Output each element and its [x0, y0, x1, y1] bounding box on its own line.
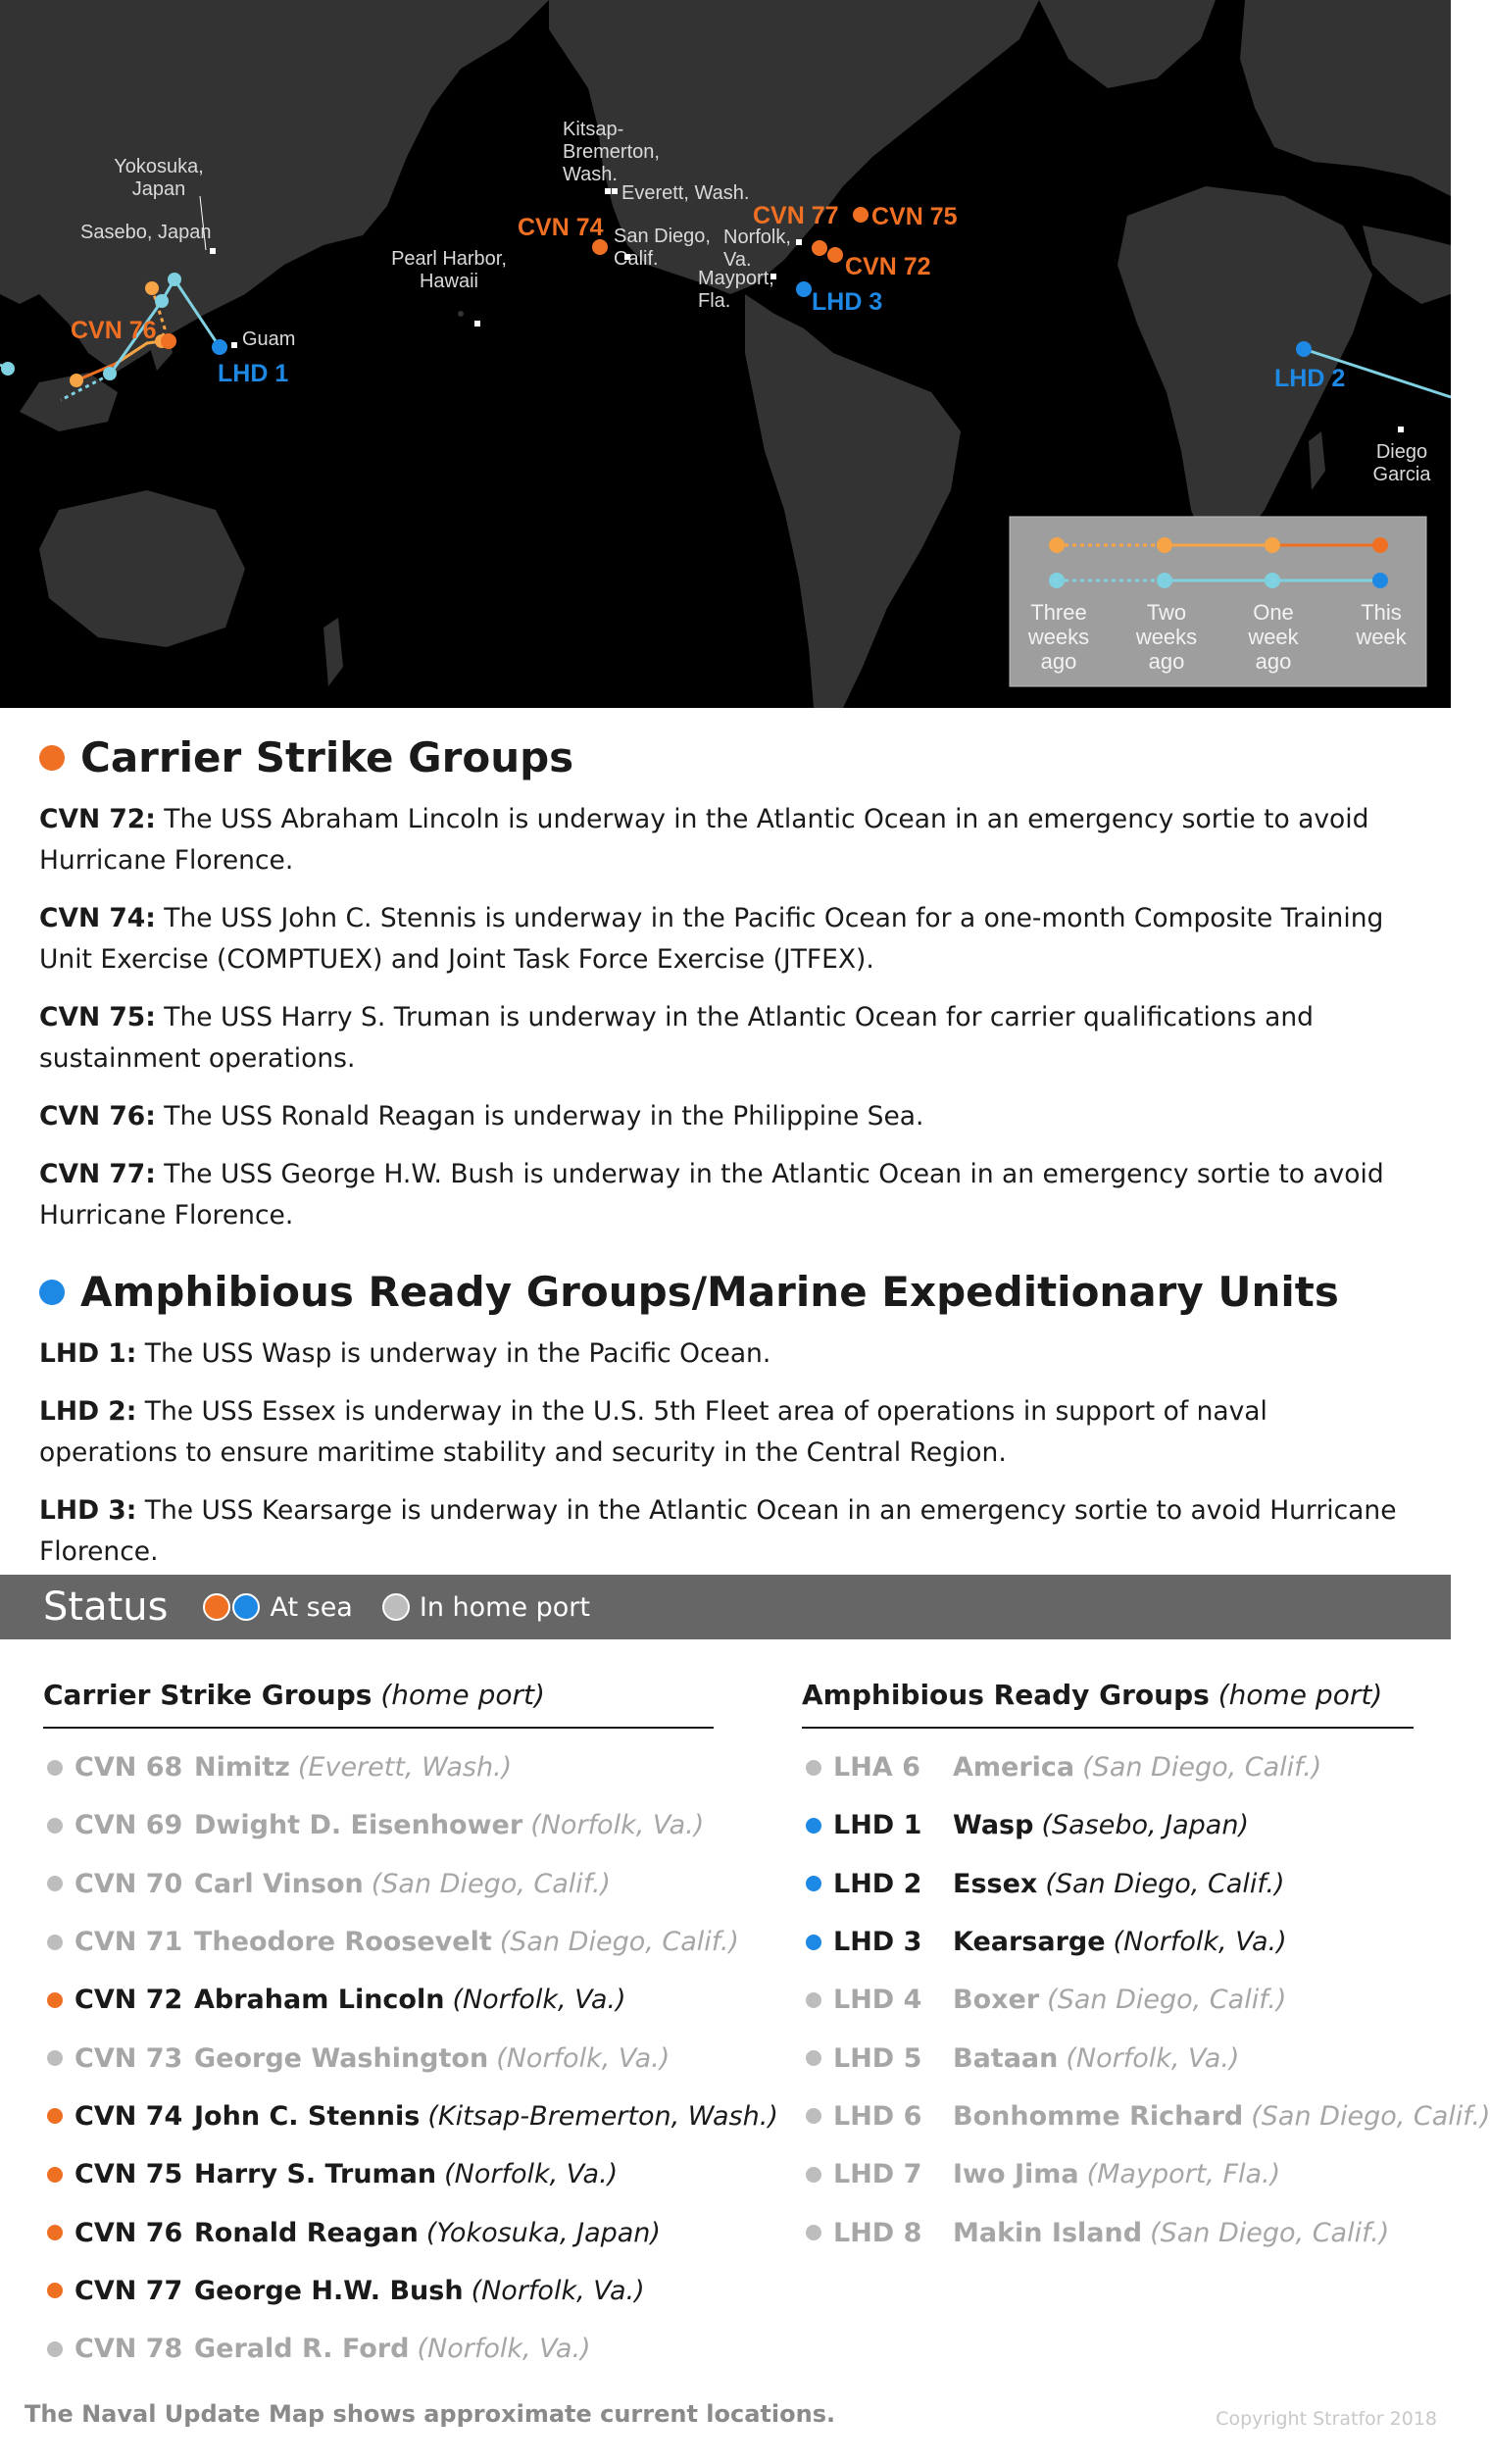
- ship-name: Ronald Reagan: [194, 2217, 419, 2248]
- carrier-entry-text: The USS John C. Stennis is underway in the Pacific Ocean for a one-month Composite Training Unit Exercise (COMPTUEX) and Joint Task Force Exercise (JTFEX).: [39, 903, 1384, 975]
- amphib-status-header: [802, 1679, 1414, 1729]
- carrier-entry: [39, 997, 1412, 1080]
- home-port: (San Diego, Calif.): [371, 1868, 611, 1899]
- ship-name: Theodore Roosevelt: [194, 1927, 492, 1958]
- home-port-dot-icon: [806, 2167, 821, 2183]
- amphib-status-subtitle: (home port): [1217, 1679, 1383, 1711]
- home-port: (San Diego, Calif.): [1047, 1985, 1287, 2016]
- ship-name: Kearsarge: [953, 1927, 1106, 1958]
- home-port-dot-icon: [806, 1760, 821, 1776]
- status-row: [43, 1971, 714, 2029]
- home-port: (Mayport, Fla.): [1086, 2159, 1281, 2190]
- hull-number: LHD 7: [833, 2159, 922, 2190]
- hull-number: LHD 3: [833, 1927, 922, 1958]
- at-sea-dot-icon: [47, 2108, 63, 2124]
- cvn76-label: CVN 76: [71, 317, 157, 344]
- amphib-entry: [39, 1333, 1412, 1375]
- home-port-dot-icon: [806, 2225, 821, 2240]
- carrier-heading-text: Carrier Strike Groups: [80, 733, 574, 781]
- home-port-label: In home port: [419, 1591, 590, 1623]
- everett-label: Everett, Wash.: [621, 182, 750, 204]
- home-port-dot-icon: [806, 1992, 821, 2008]
- at-sea-carrier-dot-icon: [203, 1593, 230, 1621]
- status-row: [43, 2203, 714, 2261]
- ship-name: Makin Island: [953, 2217, 1143, 2248]
- home-port: (Norfolk, Va.): [417, 2334, 591, 2365]
- status-row: [802, 2203, 1414, 2261]
- amphib-dot-icon: [39, 1280, 65, 1305]
- diego-label: Diego Garcia: [1372, 441, 1431, 485]
- amphib-status-list: [802, 1738, 1490, 2262]
- home-port: (Sasebo, Japan): [1041, 1810, 1249, 1841]
- status-row: [43, 2262, 714, 2320]
- cvn72-label: CVN 72: [845, 253, 931, 280]
- amphib-entry-code: LHD 1:: [39, 1338, 137, 1369]
- legend-step-3: This week: [1356, 600, 1407, 649]
- status-row: [43, 1913, 739, 1971]
- home-port: (San Diego, Calif.): [499, 1927, 739, 1958]
- carrier-status-title: Carrier Strike Groups: [43, 1679, 372, 1711]
- home-port: (Norfolk, Va.): [471, 2275, 645, 2306]
- home-port: (San Diego, Calif.): [1251, 2100, 1490, 2132]
- ship-name: Iwo Jima: [953, 2159, 1079, 2190]
- home-port-dot-icon: [47, 2050, 63, 2066]
- cvn75-marker: [853, 207, 869, 223]
- status-row: [43, 2029, 714, 2087]
- home-port: (Norfolk, Va.): [1113, 1927, 1287, 1958]
- legend-step-0: Three weeks ago: [1027, 600, 1090, 674]
- home-port-dot-icon: [806, 2050, 821, 2066]
- at-sea-dot-icon: [806, 1935, 821, 1950]
- guam-label: Guam: [242, 328, 296, 350]
- footer-note: The Naval Update Map shows approximate current locations.: [25, 2400, 836, 2428]
- cvn75-label: CVN 75: [871, 203, 958, 230]
- copyright: Copyright Stratfor 2018: [1216, 2408, 1437, 2430]
- home-port: (Norfolk, Va.): [452, 1985, 626, 2016]
- legend-step-1: Two weeks ago: [1135, 600, 1198, 674]
- at-sea-dot-icon: [47, 1992, 63, 2008]
- status-row: [802, 2029, 1414, 2087]
- ship-name: Wasp: [953, 1810, 1034, 1841]
- hull-number: CVN 69: [74, 1810, 183, 1841]
- home-port: (Norfolk, Va.): [1066, 2042, 1240, 2074]
- status-row: [802, 1971, 1414, 2029]
- ship-name: Essex: [953, 1868, 1038, 1899]
- status-row: [802, 2145, 1414, 2203]
- hull-number: CVN 74: [74, 2100, 183, 2132]
- cvn74-label: CVN 74: [518, 214, 604, 241]
- carrier-status-header: [43, 1679, 714, 1729]
- amphib-heading-text: Amphibious Ready Groups/Marine Expeditionary Units: [80, 1268, 1339, 1316]
- status-row: [43, 2087, 778, 2145]
- carrier-entry-code: CVN 77:: [39, 1159, 156, 1189]
- cvn77-marker: [812, 240, 827, 256]
- at-sea-dot-icon: [47, 2283, 63, 2298]
- map-canvas: [0, 0, 1451, 708]
- amphib-entry-text: The USS Essex is underway in the U.S. 5th Fleet area of operations in support of naval operations to ensure maritime stability and security in the Central Region.: [39, 1396, 1267, 1468]
- status-row: [43, 1796, 714, 1854]
- hawaii-island: [458, 311, 464, 317]
- norfolk-marker: [796, 239, 802, 245]
- carrier-entry-code: CVN 76:: [39, 1101, 156, 1131]
- carrier-status-column: [43, 1679, 778, 2378]
- status-bar: [0, 1575, 1451, 1639]
- home-port: (Everett, Wash.): [297, 1752, 513, 1784]
- home-port-dot-icon: [47, 1818, 63, 1834]
- status-row: [43, 1738, 714, 1796]
- home-port: (Norfolk, Va.): [496, 2042, 670, 2074]
- hull-number: LHD 4: [833, 1985, 922, 2016]
- amphib-heading: [39, 1268, 1412, 1316]
- carrier-entry: [39, 898, 1412, 981]
- legend-step-2: One week ago: [1248, 600, 1299, 674]
- home-port: (Norfolk, Va.): [444, 2159, 619, 2190]
- amphib-status-title: Amphibious Ready Groups: [802, 1679, 1210, 1711]
- status-row: [802, 1855, 1414, 1913]
- carrier-entry-text: The USS Ronald Reagan is underway in the Philippine Sea.: [155, 1101, 924, 1131]
- home-port: (Yokosuka, Japan): [425, 2217, 661, 2248]
- home-port: (San Diego, Calif.): [1150, 2217, 1390, 2248]
- carrier-entries: [39, 799, 1412, 1236]
- carrier-entry: [39, 1096, 1412, 1137]
- hull-number: CVN 70: [74, 1868, 183, 1899]
- sasebo-marker: [210, 248, 216, 254]
- lhd2-label: LHD 2: [1274, 365, 1346, 392]
- carrier-entry-text: The USS Abraham Lincoln is underway in the Atlantic Ocean in an emergency sortie to avoid Hurricane Florence.: [39, 804, 1369, 876]
- carrier-section: [39, 733, 1412, 1253]
- ship-name: Abraham Lincoln: [194, 1985, 445, 2016]
- home-port-dot-icon: [47, 1935, 63, 1950]
- home-port: (Norfolk, Va.): [530, 1810, 705, 1841]
- hull-number: CVN 71: [74, 1927, 183, 1958]
- at-sea-dot-icon: [47, 2225, 63, 2240]
- home-port-dot-icon: [47, 1876, 63, 1891]
- amphib-entry-text: The USS Kearsarge is underway in the Atlantic Ocean in an emergency sortie to avoid Hurricane Florence.: [39, 1495, 1397, 1567]
- sasebo-label: Sasebo, Japan: [80, 222, 212, 243]
- carrier-status-subtitle: (home port): [380, 1679, 545, 1711]
- hull-number: CVN 68: [74, 1752, 183, 1784]
- everett-marker: [612, 188, 618, 194]
- norfolk-label: Norfolk, Va.: [723, 226, 791, 271]
- naval-map: [0, 0, 1451, 708]
- status-row: [802, 2087, 1490, 2145]
- carrier-entry-code: CVN 74:: [39, 903, 156, 933]
- cvn72-marker: [827, 247, 843, 263]
- at-sea-amphib-dot-icon: [232, 1593, 260, 1621]
- hull-number: LHD 2: [833, 1868, 922, 1899]
- guam-marker: [231, 342, 237, 348]
- amphib-entry-code: LHD 3:: [39, 1495, 137, 1526]
- kitsap-label: Kitsap-Bremerton, Wash.: [563, 119, 660, 185]
- ship-name: John C. Stennis: [194, 2100, 421, 2132]
- ship-name: George Washington: [194, 2042, 489, 2074]
- at-sea-dot-icon: [806, 1876, 821, 1891]
- hull-number: CVN 76: [74, 2217, 183, 2248]
- ship-name: Gerald R. Ford: [194, 2334, 410, 2365]
- at-sea-dot-icon: [806, 1818, 821, 1834]
- hull-number: LHD 6: [833, 2100, 922, 2132]
- ship-name: Bonhomme Richard: [953, 2100, 1244, 2132]
- home-port-dot-icon: [382, 1593, 410, 1621]
- status-title: Status: [43, 1584, 169, 1630]
- lhd3-marker: [796, 281, 812, 297]
- status-row: [43, 1855, 714, 1913]
- amphib-status-column: [802, 1679, 1490, 2262]
- carrier-entry-text: The USS Harry S. Truman is underway in the Atlantic Ocean for carrier qualifications and sustainment operations.: [39, 1002, 1314, 1074]
- home-port: (San Diego, Calif.): [1082, 1752, 1322, 1784]
- home-port-dot-icon: [47, 1760, 63, 1776]
- carrier-entry-text: The USS George H.W. Bush is underway in the Atlantic Ocean in an emergency sortie to avoid Hurricane Florence.: [39, 1159, 1384, 1231]
- ship-name: Bataan: [953, 2042, 1059, 2074]
- home-port: (San Diego, Calif.): [1045, 1868, 1285, 1899]
- cvn74-marker: [592, 239, 608, 255]
- hull-number: LHD 8: [833, 2217, 922, 2248]
- ship-name: America: [953, 1752, 1075, 1784]
- hull-number: LHD 1: [833, 1810, 922, 1841]
- at-sea-label: At sea: [270, 1591, 353, 1623]
- map-legend: [1010, 517, 1426, 686]
- home-port: (Kitsap-Bremerton, Wash.): [427, 2100, 778, 2132]
- hull-number: CVN 75: [74, 2159, 183, 2190]
- hull-number: CVN 73: [74, 2042, 183, 2074]
- status-row: [802, 1913, 1414, 1971]
- pearl-marker: [474, 321, 480, 327]
- home-port-dot-icon: [806, 2108, 821, 2124]
- ship-name: Boxer: [953, 1985, 1040, 2016]
- amphib-entry-text: The USS Wasp is underway in the Pacific Ocean.: [136, 1338, 771, 1369]
- carrier-entry: [39, 799, 1412, 881]
- carrier-entry-code: CVN 72:: [39, 804, 156, 834]
- status-row: [802, 1796, 1414, 1854]
- kitsap-marker: [605, 188, 611, 194]
- carrier-entry: [39, 1154, 1412, 1236]
- hull-number: CVN 78: [74, 2334, 183, 2365]
- status-row: [43, 2145, 714, 2203]
- hull-number: CVN 72: [74, 1985, 183, 2016]
- status-row: [802, 1738, 1414, 1796]
- ship-name: Harry S. Truman: [194, 2159, 437, 2190]
- amphib-entry: [39, 1391, 1412, 1474]
- cvn77-label: CVN 77: [753, 202, 839, 229]
- hull-number: LHA 6: [833, 1752, 920, 1784]
- amphib-section: [39, 1268, 1412, 1589]
- sandiego-label: San Diego, Calif.: [614, 226, 711, 270]
- lhd1-label: LHD 1: [218, 360, 289, 387]
- ship-name: George H.W. Bush: [194, 2275, 464, 2306]
- amphib-entries: [39, 1333, 1412, 1573]
- lhd3-label: LHD 3: [812, 288, 883, 316]
- amphib-entry-code: LHD 2:: [39, 1396, 137, 1427]
- carrier-dot-icon: [39, 745, 65, 771]
- ship-name: Carl Vinson: [194, 1868, 364, 1899]
- carrier-heading: [39, 733, 1412, 781]
- status-row: [43, 2320, 714, 2378]
- at-sea-dot-icon: [47, 2167, 63, 2183]
- hull-number: CVN 77: [74, 2275, 183, 2306]
- carrier-status-list: [43, 1738, 778, 2378]
- carrier-entry-code: CVN 75:: [39, 1002, 156, 1032]
- mayport-label: Mayport, Fla.: [698, 268, 774, 312]
- yokosuka-label: Yokosuka, Japan: [114, 156, 204, 200]
- ship-name: Dwight D. Eisenhower: [194, 1810, 523, 1841]
- home-port-dot-icon: [47, 2341, 63, 2357]
- ship-name: Nimitz: [194, 1752, 290, 1784]
- hull-number: LHD 5: [833, 2042, 922, 2074]
- pearl-label: Pearl Harbor, Hawaii: [391, 248, 507, 292]
- diego-marker: [1398, 427, 1404, 432]
- amphib-entry: [39, 1490, 1412, 1573]
